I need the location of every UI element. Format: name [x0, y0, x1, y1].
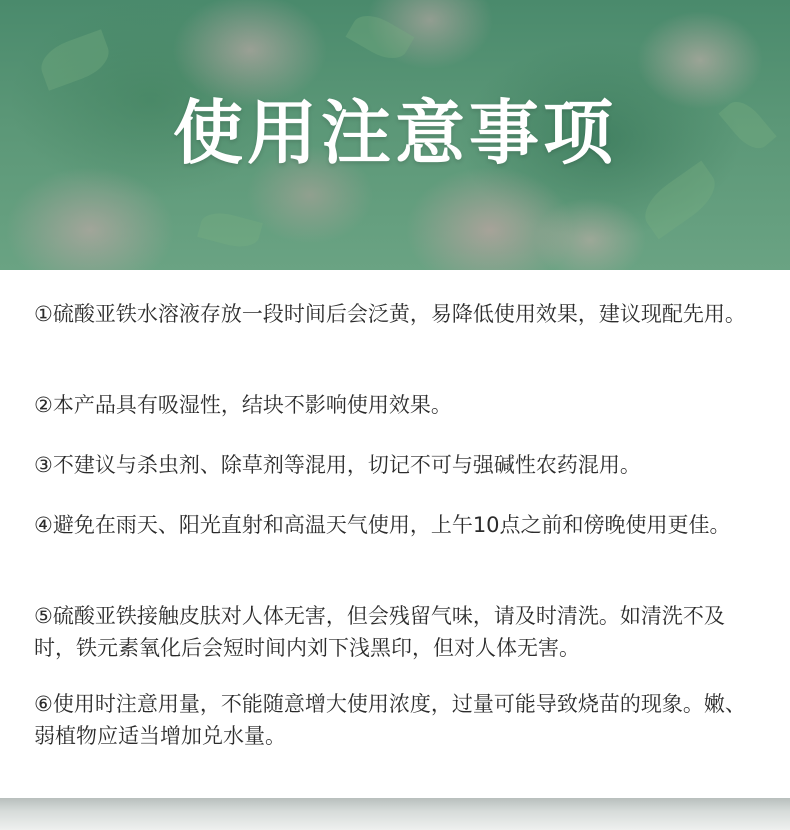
note-item-2: ②本产品具有吸湿性，结块不影响使用效果。: [34, 393, 452, 417]
note-item-1: ①硫酸亚铁水溶液存放一段时间后会泛黄，易降低使用效果，建议现配先用。: [34, 302, 746, 326]
note-item-6: ⑥使用时注意用量，不能随意增大使用浓度，过量可能导致烧苗的现象。嫩、弱植物应适当增加兑水量。: [34, 692, 746, 748]
footer-shadow-bar: [0, 798, 790, 830]
note-item-3: ③不建议与杀虫剂、除草剂等混用，切记不可与强碱性农药混用。: [34, 453, 641, 477]
leaf-decoration: [197, 208, 263, 253]
note-item-5: ⑤硫酸亚铁接触皮肤对人体无害，但会残留气味，请及时清洗。如清洗不及时，铁元素氧化后会短时间内刘下浅黑印，但对人体无害。: [34, 604, 725, 660]
header-banner: [0, 0, 790, 270]
notes-section: [0, 270, 790, 798]
note-item-4: ④避免在雨天、阳光直射和高温天气使用，上午10点之前和傍晚使用更佳。: [34, 513, 731, 537]
leaf-decoration: [35, 29, 114, 91]
page-title: 使用注意事项: [173, 92, 617, 174]
leaf-decoration: [346, 7, 415, 66]
